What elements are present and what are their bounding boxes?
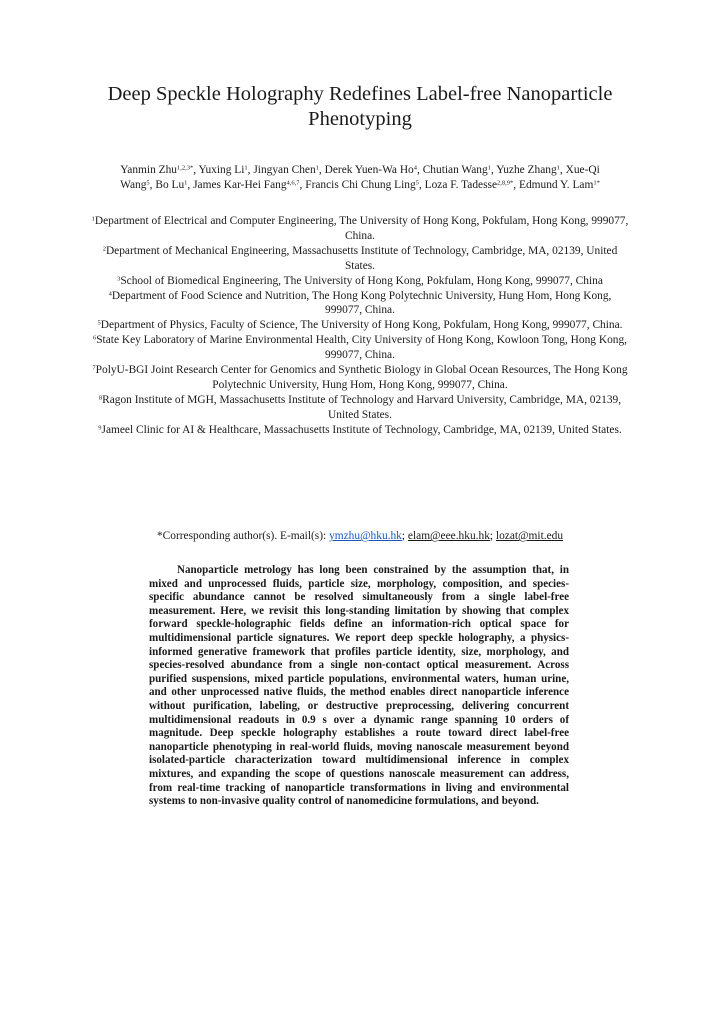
affiliation <box>90 214 630 244</box>
affiliation-list <box>90 214 630 438</box>
email-separator: ; <box>401 530 406 542</box>
affiliation-text: PolyU-BGI Joint Research Center for Genomics and Synthetic Biology in Global Ocean Resources, The Hong Kong Polytechnic University, Hung Hom, Hong Kong, 999077, China. <box>95 364 628 391</box>
affiliation-number: 7 <box>92 364 96 372</box>
author-list: Yanmin Zhu$^{1,2,3*}$, Yuxing Li$^1$, Jingyan Chen$^1$, Derek Yuen-Wa Ho$^4$, Chutian Wang$^1$, Yuzhe Zhang$^1$, Xue-Qi Wang$^5$, Bo Lu$^1$, James Kar-Hei Fang$^{4,6,7}$, Francis Chi Chung Ling$^5$, Loza F. Tadesse$^{2,8,9*}$, Edmund Y. Lam$^{1*}$ <box>120 164 600 192</box>
author-affiliation-marker: 4,6,7 <box>286 179 300 187</box>
author-affiliation-marker: 1 <box>244 164 248 172</box>
affiliation <box>90 363 630 393</box>
author <box>496 164 560 176</box>
author-affiliation-marker: 1 <box>556 164 560 172</box>
author <box>253 164 319 176</box>
author-name: Yanmin Zhu <box>120 164 177 176</box>
author-name: Chutian Wang <box>422 164 488 176</box>
affiliation <box>90 244 630 274</box>
email-separator: ; <box>489 530 494 542</box>
author <box>325 164 417 176</box>
affiliation-number: 3 <box>117 275 121 283</box>
author-name: Loza F. Tadesse <box>424 179 498 192</box>
author <box>305 179 419 191</box>
affiliation <box>90 393 630 423</box>
abstract: Nanoparticle metrology has long been constrained by the assumption that, in mixed and unprocessed fluids, particle size, morphology, composition, and species-specific abundance cannot be resolved simultaneously from a single label-free measurement. Here, we revisit this long-standing limitation by showing that complex forward speckle-holographic fields define an information-rich optical space for multidimensional particle signatures. We report deep speckle holography, a physics-informed generative framework that profiles particle identity, size, morphology, and species-resolved abundance from a single non-contact optical measurement. Across purified suspensions, mixed particle populations, environmental waters, human urine, and other unprocessed native fluids, the method enables direct nanoparticle inference without purification, labeling, or destructive preprocessing, delivering concurrent multidimensional readouts in 0.9 s over a dynamic range spanning 10 orders of magnitude. Deep speckle holography establishes a route toward direct label-free nanoparticle phenotyping in real-world fluids, moving nanoscale measurement beyond isolated-particle characterization toward multidimensional inference in complex mixtures, and expanding the scope of questions nanoscale measurement can address, from real-time tracking of nanoparticle transformations in living and environmental systems to non-invasive quality control of nanomedicine formulations, and beyond. <box>149 564 569 808</box>
affiliation <box>90 289 630 319</box>
author-affiliation-marker: 5 <box>146 179 150 187</box>
affiliation-text: Jameel Clinic for AI & Healthcare, Massachusetts Institute of Technology, Cambridge, MA, 02139, United States. <box>101 423 622 436</box>
affiliation-text: Ragon Institute of MGH, Massachusetts Institute of Technology and Harvard University, Cambridge, MA, 02139, United States. <box>102 393 622 421</box>
affiliation-text: Department of Food Science and Nutrition, The Hong Kong Polytechnic University, Hung Hom, Hong Kong, 999077, China. <box>111 289 612 317</box>
affiliation-text: Department of Electrical and Computer Engineering, The University of Hong Kong, Pokfulam, Hong Kong, 999077, China. <box>94 215 629 242</box>
author-affiliation-marker: 1 <box>315 164 319 172</box>
email-link[interactable]: lozat@mit.edu <box>495 530 564 542</box>
affiliation-number: 6 <box>92 334 97 342</box>
author-name: James Kar-Hei Fang <box>193 179 287 192</box>
author <box>120 164 193 176</box>
affiliation-text: Department of Physics, Faculty of Science, The University of Hong Kong, Pokfulam, Hong Kong, 999077, China. <box>100 319 623 332</box>
author-name: Bo Lu <box>155 179 185 192</box>
email-link[interactable]: elam@eee.hku.hk <box>407 530 490 542</box>
affiliation-number: 8 <box>98 394 103 402</box>
author-name: Yuzhe Zhang <box>496 164 557 176</box>
author-affiliation-marker: 1 <box>184 179 188 187</box>
author <box>519 179 600 191</box>
paper-title: Deep Speckle Holography Redefines Label-free Nanoparticle Phenotyping <box>107 83 613 130</box>
affiliation-number: 5 <box>97 319 101 327</box>
affiliation-text: School of Biomedical Engineering, The University of Hong Kong, Pokfulam, Hong Kong, 999077, China <box>120 274 603 287</box>
affiliation <box>90 423 630 438</box>
affiliation <box>90 333 630 363</box>
author-affiliation-marker: 5 <box>415 179 419 187</box>
email-link[interactable]: ymzhu@hku.hk <box>329 530 402 542</box>
author-affiliation-marker: 1 <box>487 164 491 172</box>
author-name: Francis Chi Chung Ling <box>305 179 416 192</box>
author-name: Edmund Y. Lam <box>519 179 594 192</box>
affiliation-text: Department of Mechanical Engineering, Massachusetts Institute of Technology, Cambridge, MA, 02139, United States. <box>105 244 618 272</box>
author-affiliation-marker: 2,8,9* <box>497 179 514 187</box>
author <box>199 164 248 176</box>
author <box>425 179 514 191</box>
author <box>423 164 491 176</box>
author-name: Derek Yuen-Wa Ho <box>324 164 414 176</box>
author-affiliation-marker: 4 <box>413 164 417 172</box>
author-name: Xue-Qi Wang <box>120 164 600 192</box>
affiliation-text: State Key Laboratory of Marine Environmental Health, City University of Hong Kong, Kowloon Tong, Hong Kong, 999077, China. <box>96 334 628 362</box>
author <box>193 179 299 191</box>
author-name: Jingyan Chen <box>253 164 316 176</box>
author-name: Yuxing Li <box>198 164 245 176</box>
author <box>155 179 187 191</box>
affiliation-number: 4 <box>108 289 112 297</box>
corresponding-authors <box>60 529 660 544</box>
affiliation <box>90 318 630 333</box>
author-affiliation-marker: 1* <box>593 179 600 187</box>
affiliation <box>90 274 630 289</box>
affiliation-number: 9 <box>98 424 102 432</box>
corresponding-label: *Corresponding author(s). E-mail(s): <box>156 530 327 542</box>
affiliation-number: 1 <box>91 215 95 223</box>
affiliation-number: 2 <box>102 245 106 253</box>
author-affiliation-marker: 1,2,3* <box>176 164 194 172</box>
